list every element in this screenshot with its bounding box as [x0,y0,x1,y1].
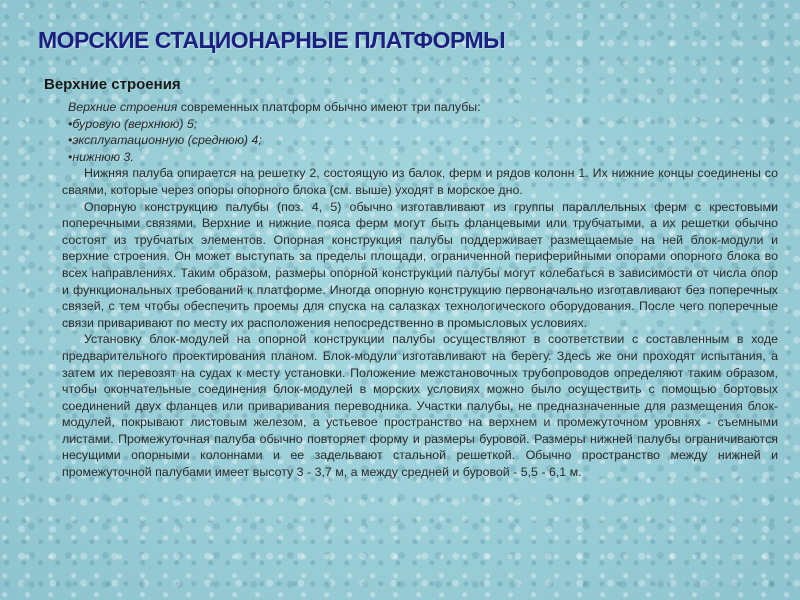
section-subtitle: Верхние строения [44,76,181,93]
deck-item: •нижнюю 3. [68,149,134,164]
paragraph: Установку блок-модулей на опорной конструкции палубы осуществляют в соответствии с составленным в ходе предварительного проектирования планом. Блок-модули изготавливают на берегу. Здесь же они проходят испытания, а затем их перевозят на судах к месту установки. Положение межстановочных трубопроводов определяют таким образом, чтобы окончательные соединения блок-модулей в морских условиях можно было осуществить с помощью бортовых соединений двух фланцев или приваривания переводника. Участки палубы, не предназначенные для размещения блок-модулей, покрывают листовым железом, а устьевое пространство на верхнем и промежуточном уровнях - съемными листами. Промежуточная палуба обычно повторяет форму и размеры буровой. Размеры нижней палубы ограничиваются несущими опорными колоннами и ее задельвают стальной решеткой. Обычно пространство между нижней и промежуточной палубами имеет высоту 3 - 3,7 м, а между средней и буровой - 5,5 - 6,1 м. [62,332,778,480]
intro-term: Верхние строения [68,100,178,114]
paragraph: Нижняя палуба опирается на решетку 2, состоящую из балок, ферм и рядов колонн 1. Их нижние концы соединены со сваями, которые через опоры опорного блока (см. выше) уходят в морское дно. [62,166,778,197]
page-title: МОРСКИЕ СТАЦИОНАРНЫЕ ПЛАТФОРМЫ [38,27,506,53]
deck-item: •буровую (верхнюю) 5; [68,116,198,131]
paragraph: Опорную конструкцию палубы (поз. 4, 5) обычно изготавливают из группы параллельных ферм с крестовыми поперечными связями. Верхние и нижние пояса ферм могут быть фланцевыми или трубчатыми, а их решетки обычно состоят из трубчатых элементов. Опорная конструкция палубы поддерживает размещаемые на ней блок-модули и верхние строения. Он может выступать за пределы площади, ограниченной периферийными опорами опорного блока во всех направлениях. Таким образом, размеры опорной конструкции палубы могут колебаться в зависимости от числа опор и функциональных требований к платформе. Иногда опорную конструкцию первоначально изготавливают без поперечных связей, с тем чтобы обеспечить проемы для спуска на салазках технологического оборудования. После чего поперечные связи приваривают по месту их расположения непосредственно в промысловых условиях. [62,199,778,330]
intro-rest: современных платформ обычно имеют три палубы: [177,100,481,114]
body-text [62,99,778,481]
deck-item: •эксплуатационную (среднюю) 4; [68,133,262,148]
intro-line [62,99,778,116]
